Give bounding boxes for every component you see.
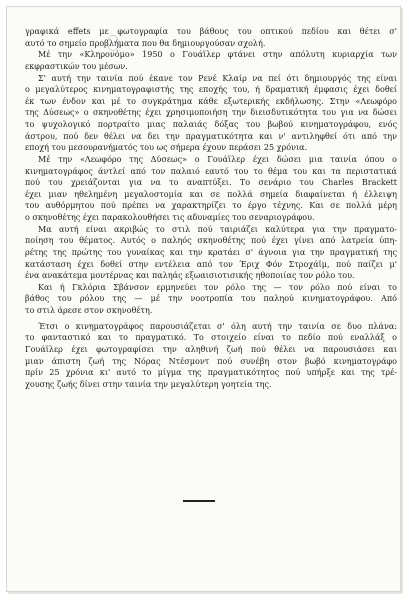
text-line: βάθος του ρόλου της — μέ την νοοτροπία του παληού κινηματογράφου. Από — [25, 294, 397, 304]
text-line: αυτό το σημείο προβλήματα που θα δημιουργούσαν σχολή. — [25, 38, 266, 48]
text-line: Έτσι ο κινηματογράφος παρουσιάζεται σ' όλη αυτή την ταινία σε δυο πλάνα: — [38, 321, 397, 331]
text-line: του αυθόρμητου πού πρέπει να χαρακτηρίζει το έργο τέχνης. Και σε πολλά μέρη — [25, 201, 397, 211]
text-line: Και ή Γκλόρια Σβάνσον ερμηνεύει τον ρόλο της — τον ρόλο πού είναι το — [38, 282, 397, 292]
text-line: κινηματογράφος άντλεί από τον παλαιό εαυτό του το θέμα του και τα περιστατικά — [25, 166, 397, 176]
text-line: το στιλ άρεσε στον σκηνοθέτη. — [25, 306, 153, 315]
text-line: ο μεγαλύτερος κινηματογραφιστής της εποχής του, ή δραματική έμφασις έχει δοθεί — [25, 85, 397, 95]
text-line: Σ' αυτή την ταινία πού έκανε τον Ρενέ Κλαίρ να πεί ότι δημιουργός της είναι — [38, 73, 397, 83]
text-line: Μα αυτή είναι ακριβώς το στιλ πού ταιριάζει καλύτερα για την πραγματο- — [38, 224, 397, 234]
text-line: Γουάϊλερ έχει φωτογραφίσει την αληθινή ζωή πού θέλει να παρουσιάσει και — [25, 344, 397, 354]
text-line: ποίηση του θέματος. Αυτός ο παληός σκηνοθέτης πού έχει γίνει από λατρεία ύπη- — [25, 236, 397, 246]
text-line: ο σκηνοθέτης έχει παρακολουθήσει τις αδυναμίες του σεναριογράφου. — [25, 213, 315, 222]
text-line: το ψυχολογικό πορτραίτο μιας παλαιάς δόξας του βωβού κινηματογράφου, ενός — [25, 120, 397, 129]
text-line: πού του χρειάζονται για να το αναπτύξει. Το σενάριο του Charles Brackett — [25, 178, 397, 188]
text-line: έχει μιαν ηθελημένη μεγαλοστομία και σε πολλά σημεία διαφαίνεται ή έλλειψη — [25, 189, 397, 199]
text-line: χουσης ζωής δίνει στην ταινία την μεγαλύτερη γοητεία της. — [25, 379, 272, 389]
text-line: εκφραστικών του μέσων. — [25, 61, 128, 71]
text-line: το φανταστικό και το πραγματικό. Το στοιχείο είναι το πεδίο πού εναλλάξ ο — [25, 333, 397, 343]
text-line: Μέ την «Κληρονόμο» 1950 ο Γουάϊλερ φτάνει στην απόλυτη κυριαρχία των — [38, 50, 397, 60]
text-line: κατάσταση έχει δοθεί στην εντέλεια από τον Έριχ Φόν Στροχάϊμ, πού παίζει μ' — [25, 259, 397, 269]
text-line: ένα ανακάτεμα μοντέρνας και παληάς εξωαισιοτισικής ηθοποιίας τον ρόλο του. — [25, 271, 355, 281]
text-line: έκ των ένδον και μέ το συγκράτημα κάθε εξωτερικής εκδήλωσης. Στην «Λεωφόρο — [25, 96, 397, 106]
closing-rule — [183, 500, 215, 502]
text-line: Μέ την «Λεωφόρο της Δύσεως» ο Γουάϊλερ έχει δώσει μια ταινία όπου ο — [38, 154, 397, 164]
text-line: μιαν άπιστη ζωή της Νόρας Ντέσμοντ πού συνέβη στον βωβό κινηματογράφο — [25, 356, 397, 366]
text-line: γραφικά effets με φωτογραφία του βάθους του οπτικού πεδίου και θέτει σ' — [25, 27, 397, 36]
text-line: πρίν 25 χρόνια κι' αυτό το μίγμα της πραγματικότητος πού υπήρξε και της τρέ- — [25, 368, 397, 378]
text-line: ρέτης της πρώτης του γυναίκας και την κρατάει σ' άγνοια για την πραγματική της — [25, 247, 397, 257]
text-line: εποχή του μεσουρανήματός του ως σήμερα έχουν περάσει 25 χρόνια. — [25, 143, 308, 153]
document-page — [6, 6, 401, 592]
text-line: της Δύσεως» ο σκηνοθέτης έχει χρησιμοποιήση την διεισδυτικότητα του για να δώσει — [25, 108, 397, 118]
body-text — [25, 26, 397, 390]
text-line: άστρου, πού δεν θέλει να δει την πραγματικότητα και ν' αντιληφθεί ότι από την — [25, 131, 397, 141]
